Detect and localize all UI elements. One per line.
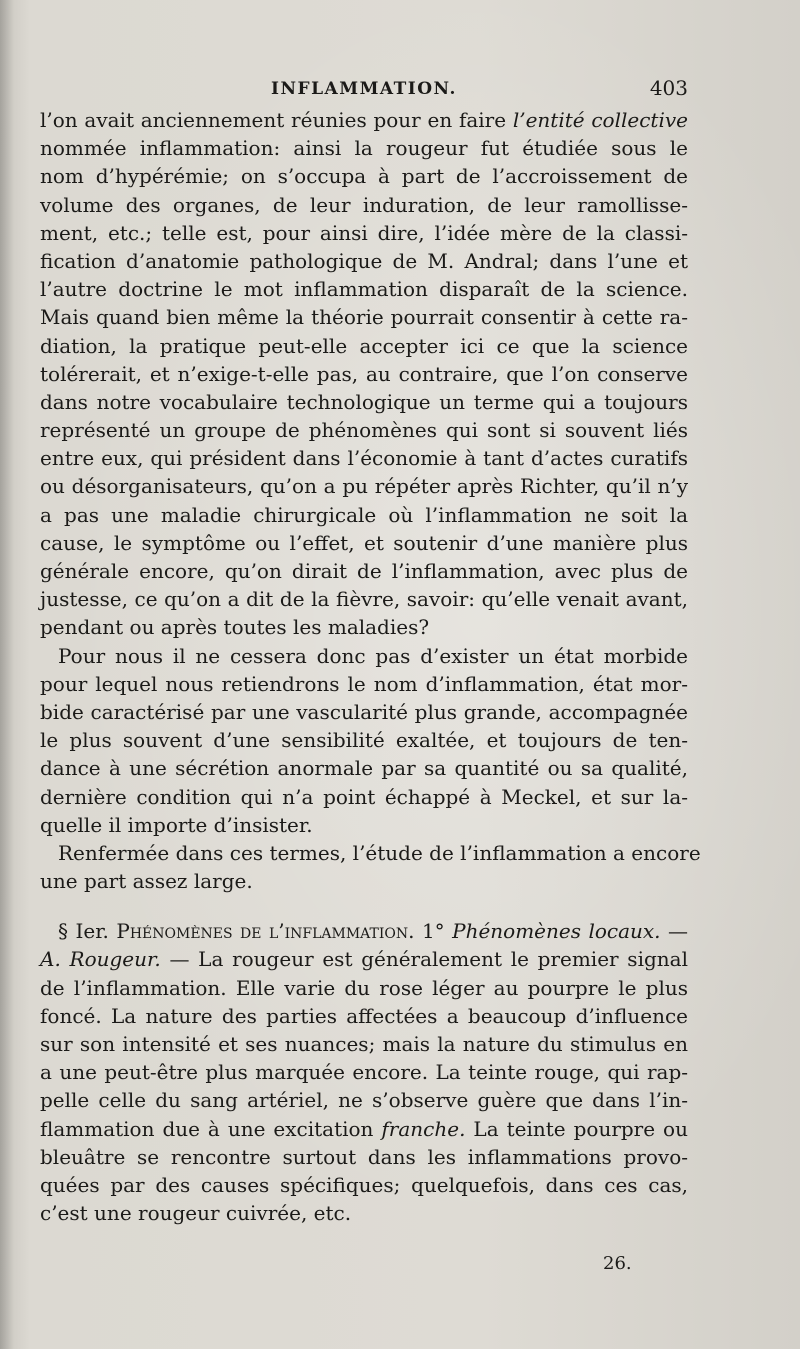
text-line [40,388,688,416]
text-segment: foncé. La nature des parties affectées a beaucoup d’influence [40,1003,688,1028]
text-line [40,275,688,303]
text-segment: le plus souvent d’une sensibilité exaltée, et toujours de ten- [40,728,688,753]
text-segment: générale encore, qu’on dirait de l’inflammation, avec plus de [40,559,688,583]
text-line [40,642,688,670]
page-number: 403 [649,76,688,100]
text-segment: bide caractérisé par une vascularité plus grande, accompagnée [40,699,688,724]
text-segment: de l’inflammation. Elle varie du rose léger au pourpre le plus [40,975,688,1000]
text-line [40,754,688,782]
text-line [40,106,688,134]
text-segment: représenté un groupe de phénomènes qui sont si souvent liés [40,418,688,443]
text-segment: l’on avait anciennement réunies pour en faire [40,108,513,132]
text-segment: dans notre vocabulaire technologique un terme qui a toujours [40,389,688,414]
text-segment: flammation due à une excitation [40,1116,382,1141]
text-line [40,247,688,275]
text-segment: une part assez large. [40,869,253,894]
text-segment: l’autre doctrine le mot inflammation disparaît de la science. [40,277,688,302]
text-line [40,867,688,895]
text-segment: pelle celle du sang artériel, ne s’observe guère que dans l’in- [40,1088,688,1113]
text-line [40,945,688,973]
text-segment: quées par des causes spécifiques; quelquefois, dans ces cas, [40,1172,688,1197]
text-line [40,360,688,388]
text-segment: a pas une maladie chirurgicale où l’inflammation ne soit la [40,502,688,527]
text-line [40,557,688,585]
text-line [40,303,688,331]
text-line [40,1199,688,1227]
text-segment: diation, la pratique peut-elle accepter ici ce que la science [40,333,688,358]
text-line [40,472,688,500]
text-segment: fication d’anatomie pathologique de M. Andral; dans l’une et [40,248,688,273]
text-line [40,416,688,444]
signature-mark: 26. [603,1253,632,1274]
text-line [40,134,688,162]
text-segment: entre eux, qui président dans l’économie à tant d’actes curatifs [40,446,688,471]
text-line [40,839,701,867]
text-segment: justesse, ce qu’on a dit de la fièvre, savoir: qu’elle venait avant, [40,587,688,612]
text-line [40,585,688,613]
text-line [40,1002,688,1030]
text-segment: volume des organes, de leur induration, de leur ramollisse- [40,192,688,217]
text-segment: 1° [414,919,453,944]
italic-text: franche. [381,1116,466,1141]
running-head [40,76,688,100]
text-segment: dernière condition qui n’a point échappé à Meckel, et sur la- [40,784,688,809]
text-segment: nommée inflammation: ainsi la rougeur fut étudiée sous le [40,136,688,161]
text-line [40,1030,688,1058]
text-segment: pour lequel nous retiendrons le nom d’inflammation, état mor- [40,671,688,696]
text-segment: Mais quand bien même la théorie pourrait consentir à cette ra- [40,305,688,330]
text-line [40,726,688,754]
text-line [40,191,688,219]
text-line [40,1143,688,1171]
text-segment: La teinte pourpre ou [465,1116,688,1141]
text-line [40,1115,688,1143]
text-segment: quelle il importe d’insister. [40,812,313,837]
text-line [40,670,688,698]
text-segment: Renfermée dans ces termes, l’étude de l’inflammation a encore [58,840,701,865]
italic-text: l’entité collective [512,108,688,132]
text-segment: nom d’hypérémie; on s’occupa à part de l’accroissement de [40,164,688,189]
text-line [40,1058,688,1086]
text-segment: ou désorganisateurs, qu’on a pu répéter après Richter, qu’il n’y [40,474,688,499]
text-line [40,1171,688,1199]
text-segment: a une peut-être plus marquée encore. La teinte rouge, qui rap- [40,1060,688,1085]
text-line [40,613,688,641]
text-segment: bleuâtre se rencontre surtout dans les inflammations provo- [40,1144,688,1169]
text-segment: cause, le symptôme ou l’effet, et soutenir d’une manière plus [40,530,688,555]
text-line [40,444,688,472]
running-title: INFLAMMATION. [271,79,457,99]
text-segment: dance à une sécrétion anormale par sa quantité ou sa qualité, [40,756,688,781]
text-segment: ment, etc.; telle est, pour ainsi dire, l’idée mère de la classi- [40,220,688,245]
paragraph-gap [40,895,688,917]
text-line [40,219,688,247]
smallcaps-text: Phénomènes de l’inflammation. [116,919,415,944]
text-segment: — La rougeur est généralement le premier signal [160,947,688,972]
text-line [40,332,688,360]
text-line [40,783,688,811]
text-line [40,162,688,190]
text-line [40,917,688,945]
text-line [40,529,688,557]
italic-text: A. Rougeur. [40,947,161,972]
italic-text: Phénomènes locaux. [452,919,661,944]
page-gutter-shadow [0,0,14,1349]
text-segment: § Ier. [58,919,117,944]
text-segment: sur son intensité et ses nuances; mais la nature du stimulus en [40,1032,688,1056]
text-line [40,811,688,839]
text-segment: Pour nous il ne cessera donc pas d’exister un état morbide [58,643,688,668]
text-segment: — [660,919,688,944]
text-segment: c’est une rougeur cuivrée, etc. [40,1201,352,1226]
text-line [40,501,688,529]
text-line [40,698,688,726]
text-line [40,1086,688,1114]
text-segment: tolérerait, et n’exige-t-elle pas, au contraire, que l’on conserve [40,361,688,386]
text-segment: pendant ou après toutes les maladies? [40,615,430,640]
text-line [40,974,688,1002]
body-text [40,106,701,1227]
